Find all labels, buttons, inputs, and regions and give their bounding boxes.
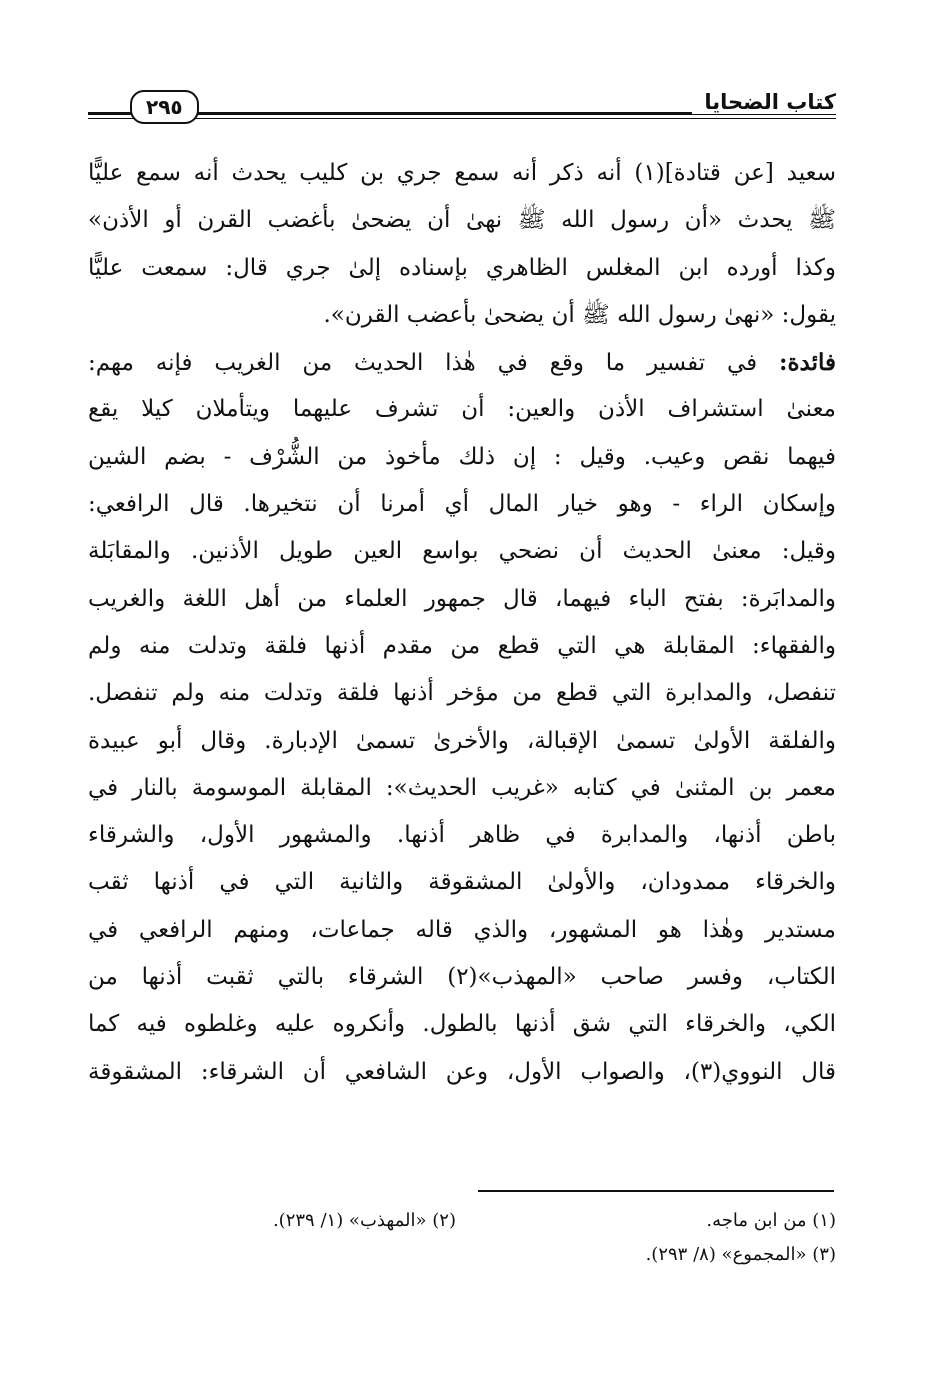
text-line: والخرقاء ممدودان، والأولىٰ المشقوقة والثانية التي في أذنها ثقب — [88, 869, 836, 896]
note-label: فائدة: — [778, 349, 836, 377]
footnotes — [200, 1204, 836, 1272]
text-line-note — [88, 339, 836, 386]
running-title: كتاب الضحايا — [692, 90, 836, 114]
page-number: ٢٩٥ — [130, 90, 199, 124]
header-rule-thin — [88, 118, 836, 119]
footnote-row — [200, 1204, 836, 1238]
text-line: وإسكان الراء - وهو خيار المال أي أمرنا أن نتخيرها. قال الرافعي: — [88, 491, 836, 518]
footnote-row — [200, 1238, 836, 1272]
text-line: معنىٰ استشراف الأذن والعين: أن تشرف عليهما ويتأملان كيلا يقع — [88, 396, 836, 423]
page-header — [88, 88, 836, 128]
footnote-3: (٣) «المجموع» (٨/ ٢٩٣). — [645, 1244, 836, 1265]
text-line: الكي، والخرقاء التي شق أذنها بالطول. وأنكروه عليه وغلطوه فيه كما — [88, 1011, 836, 1038]
main-text — [88, 150, 836, 1096]
text-line: والمدابَرة: بفتح الباء فيهما، قال جمهور العلماء من أهل اللغة والغريب — [88, 585, 836, 612]
text-line: فيهما نقص وعيب. وقيل : إن ذلك مأخوذ من الشُّرْف - بضم الشين — [88, 443, 836, 470]
text-line: وقيل: معنىٰ الحديث أن نضحي بواسع العين طويل الأذنين. والمقابَلة — [88, 538, 836, 565]
text-line: تنفصل، والمدابرة التي قطع من مؤخر أذنها فلقة وتدلت منه ولم تنفصل. — [88, 680, 836, 707]
text-line: قال النووي(٣)، والصواب الأول، وعن الشافعي أن الشرقاء: المشقوقة — [88, 1058, 836, 1085]
text-line: معمر بن المثنىٰ في كتابه «غريب الحديث»: المقابلة الموسومة بالنار في — [88, 774, 836, 801]
footnote-1: (١) من ابن ماجه. — [706, 1210, 836, 1231]
text-line: سعيد [عن قتادة](١) أنه ذكر أنه سمع جري بن كليب يحدث أنه سمع عليًّا — [88, 160, 836, 186]
text-line: وكذا أورده ابن المغلس الظاهري بإسناده إلىٰ جري قال: سمعت عليًّا — [88, 254, 836, 281]
text-line: باطن أذنها، والمدابرة في ظاهر أذنها. والمشهور الأول، والشرقاء — [88, 822, 836, 849]
text-line: ﷺ يحدث «أن رسول الله ﷺ نهىٰ أن يضحىٰ بأغضب القرن أو الأذن» — [88, 207, 836, 234]
text-line: مستدير وهٰذا هو المشهور، والذي قاله جماعات، ومنهم الرافعي في — [88, 916, 836, 943]
text-line: يقول: «نهىٰ رسول الله ﷺ أن يضحىٰ بأعضب القرن». — [323, 301, 836, 328]
footnote-2: (٢) «المهذب» (١/ ٢٣٩). — [272, 1210, 456, 1231]
text-line: والفقهاء: المقابلة هي التي قطع من مقدم أذنها فلقة وتدلت منه ولم — [88, 632, 836, 659]
footnote-rule — [478, 1190, 834, 1192]
text-line: الكتاب، وفسر صاحب «المهذب»(٢) الشرقاء بالتي ثقبت أذنها من — [88, 964, 836, 991]
text-line: والفلقة الأولىٰ تسمىٰ الإقبالة، والأخرىٰ تسمىٰ الإدبارة. وقال أبو عبيدة — [88, 727, 836, 754]
note-text: في تفسير ما وقع في هٰذا الحديث من الغريب فإنه مهم: — [88, 350, 758, 377]
